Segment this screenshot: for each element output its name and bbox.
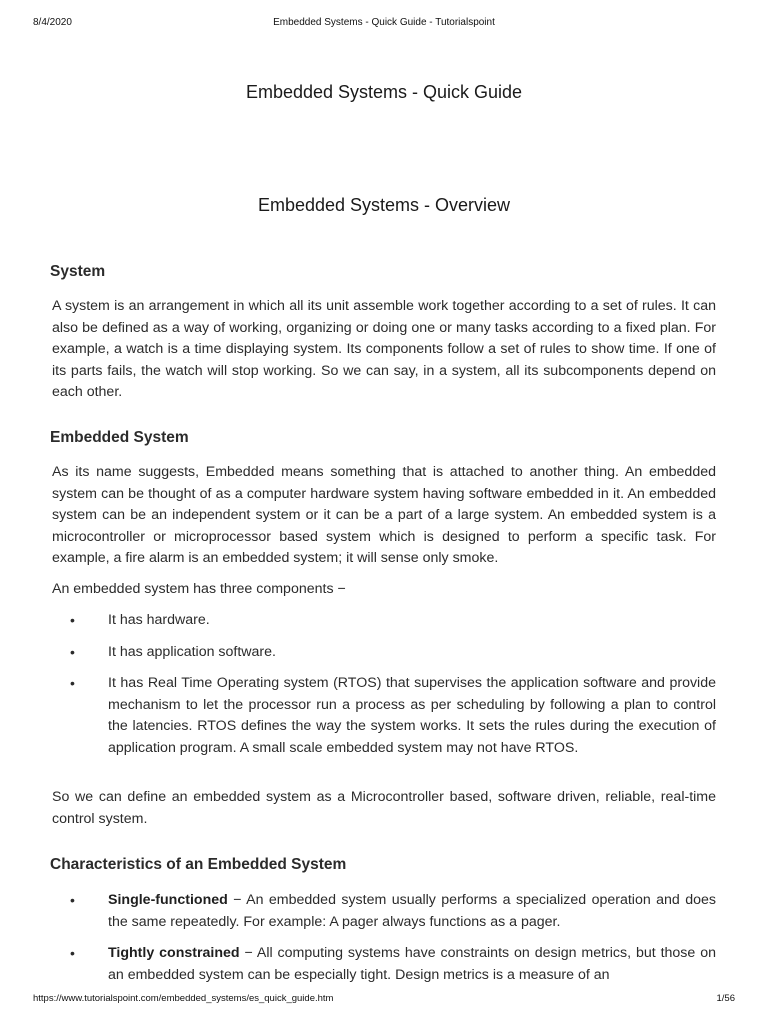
heading-characteristics: Characteristics of an Embedded System	[50, 856, 347, 873]
components-list	[52, 610, 716, 759]
list-item: • Single-functioned − An embedded system usually performs a specialized operation and does the same repeatedly. For example: A pager always functions as a pager.	[70, 892, 716, 930]
definition-block	[52, 787, 716, 830]
print-footer	[33, 993, 735, 1007]
bullet-icon: •	[70, 612, 75, 628]
page-title: Embedded Systems - Quick Guide	[245, 82, 523, 102]
section-title: Embedded Systems - Overview	[257, 195, 511, 215]
list-item: • Tightly constrained − All computing systems have constraints on design metrics, but those on an embedded system can be especially tight. Design metrics is a measure of an	[70, 945, 716, 983]
bullet-icon: •	[70, 643, 75, 660]
bullet-icon: •	[70, 675, 75, 691]
term: Tightly constrained	[108, 945, 240, 961]
components-intro-block	[52, 579, 716, 601]
definition-paragraph: So we can define an embedded system as a Microcontroller based, software driven, reliable, real-time control system.	[52, 789, 716, 827]
embedded-system-section	[52, 462, 716, 570]
system-paragraph: A system is an arrangement in which all its unit assemble work together according to a set of rules. It can also be defined as a way of working, organizing or doing one or many tasks according to a fixed plan. For example, a watch is a time displaying system. Its components follow a set of rules to show time. If one of its parts fails, the watch will stop working. So we can say, in a system, all its subcomponents depend on each other.	[52, 298, 716, 400]
term: Single-functioned	[108, 892, 228, 908]
page-url: https://www.tutorialspoint.com/embedded_systems/es_quick_guide.htm	[33, 993, 334, 1004]
print-document-title: Embedded Systems - Quick Guide - Tutorialspoint	[273, 17, 495, 28]
print-header	[33, 17, 735, 31]
embedded-system-paragraph: As its name suggests, Embedded means something that is attached to another thing. An embedded system can be thought of as a computer hardware system having software embedded in it. An embedded system can be an independent system or it can be a part of a large system. An embedded system is a microcontroller or microprocessor based system which is designed to perform a specific task. For example, a fire alarm is an embedded system; it will sense only smoke.	[52, 464, 716, 566]
heading-system: System	[50, 263, 106, 280]
system-section	[52, 296, 716, 404]
characteristics-list	[52, 890, 716, 986]
list-item: • It has application software.	[52, 642, 716, 664]
list-item: • It has Real Time Operating system (RTOS) that supervises the application software and provide mechanism to let the processor run a process as per scheduling by following a plan to control the latencies. RTOS defines the way the system works. It sets the rules during the execution of application program. A small scale embedded system may not have RTOS.	[70, 675, 716, 756]
list-item: • It has hardware.	[52, 610, 716, 632]
page-number: 1/56	[716, 993, 735, 1004]
heading-embedded-system: Embedded System	[50, 429, 189, 446]
components-intro: An embedded system has three components −	[52, 581, 346, 597]
bullet-icon: •	[70, 945, 75, 961]
print-date: 8/4/2020	[33, 17, 72, 28]
bullet-icon: •	[70, 892, 75, 908]
